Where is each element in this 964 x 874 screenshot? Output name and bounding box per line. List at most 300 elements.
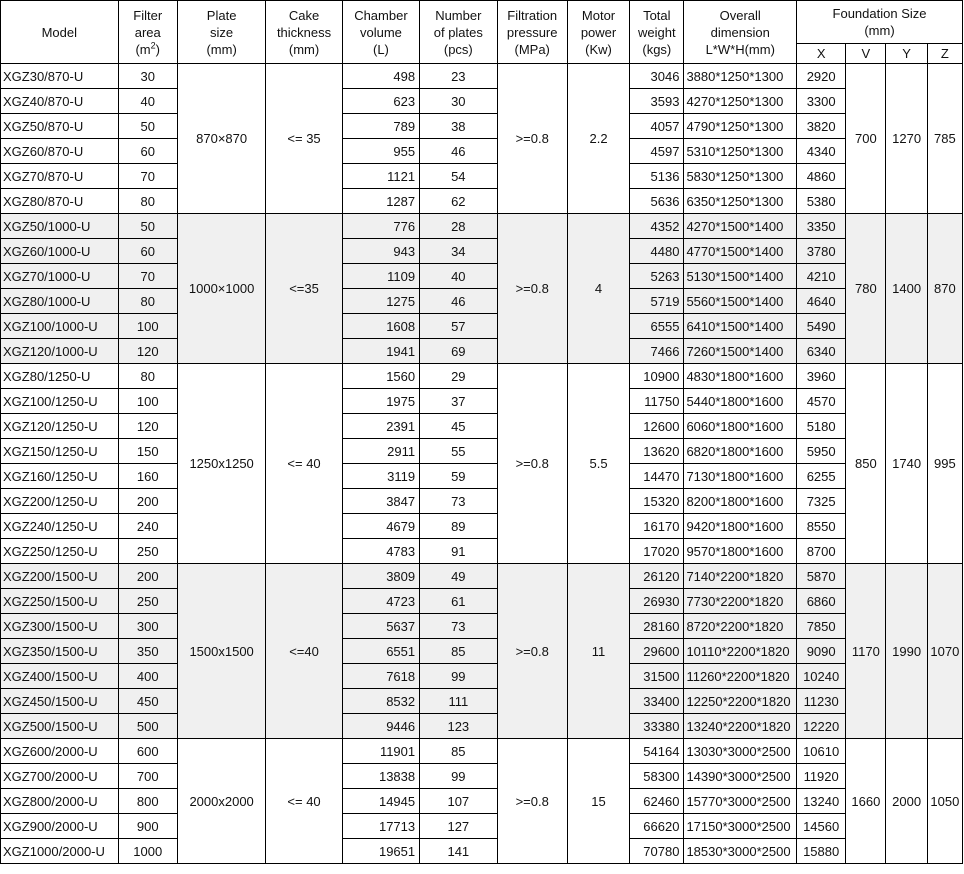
total-weight-cell: 6555 [630, 314, 684, 339]
overall-dimension-cell: 9570*1800*1600 [684, 539, 797, 564]
foundation-x-cell: 3820 [797, 114, 846, 139]
table-row [1, 489, 963, 514]
plates-count-cell: 55 [420, 439, 497, 464]
plate-size-cell: 1500x1500 [177, 564, 265, 739]
foundation-v-cell: 780 [846, 214, 886, 364]
table-row [1, 214, 963, 239]
model-cell: XGZ160/1250-U [1, 464, 119, 489]
table-row [1, 114, 963, 139]
header-chamber-volume: Chamber volume (L) [342, 1, 419, 64]
plates-count-cell: 46 [420, 289, 497, 314]
total-weight-cell: 14470 [630, 464, 684, 489]
total-weight-cell: 33380 [630, 714, 684, 739]
table-header [1, 1, 963, 64]
header-foundation-v: V [846, 44, 886, 64]
foundation-x-cell: 3780 [797, 239, 846, 264]
filter-area-cell: 70 [118, 264, 177, 289]
foundation-x-cell: 10240 [797, 664, 846, 689]
chamber-volume-cell: 8532 [342, 689, 419, 714]
total-weight-cell: 33400 [630, 689, 684, 714]
model-cell: XGZ40/870-U [1, 89, 119, 114]
header-filtration-pressure: Filtration pressure (MPa) [497, 1, 567, 64]
model-cell: XGZ80/870-U [1, 189, 119, 214]
filter-area-cell: 350 [118, 639, 177, 664]
filter-area-cell: 60 [118, 139, 177, 164]
table-row [1, 539, 963, 564]
overall-dimension-cell: 7140*2200*1820 [684, 564, 797, 589]
foundation-v-cell: 850 [846, 364, 886, 564]
header-model: Model [1, 1, 119, 64]
overall-dimension-cell: 4790*1250*1300 [684, 114, 797, 139]
model-cell: XGZ80/1000-U [1, 289, 119, 314]
chamber-volume-cell: 1560 [342, 364, 419, 389]
overall-dimension-cell: 5440*1800*1600 [684, 389, 797, 414]
header-plate-size: Plate size (mm) [177, 1, 265, 64]
total-weight-cell: 4597 [630, 139, 684, 164]
filter-area-cell: 250 [118, 589, 177, 614]
plates-count-cell: 40 [420, 264, 497, 289]
cake-thickness-cell: <= 40 [266, 739, 342, 864]
table-row [1, 764, 963, 789]
filter-area-cell: 70 [118, 164, 177, 189]
plates-count-cell: 89 [420, 514, 497, 539]
filter-area-cell: 40 [118, 89, 177, 114]
table-row [1, 439, 963, 464]
chamber-volume-cell: 498 [342, 64, 419, 89]
model-cell: XGZ400/1500-U [1, 664, 119, 689]
plates-count-cell: 91 [420, 539, 497, 564]
total-weight-cell: 11750 [630, 389, 684, 414]
plates-count-cell: 46 [420, 139, 497, 164]
filter-area-cell: 80 [118, 364, 177, 389]
chamber-volume-cell: 2911 [342, 439, 419, 464]
overall-dimension-cell: 11260*2200*1820 [684, 664, 797, 689]
chamber-volume-cell: 1109 [342, 264, 419, 289]
foundation-x-cell: 7850 [797, 614, 846, 639]
plates-count-cell: 123 [420, 714, 497, 739]
total-weight-cell: 12600 [630, 414, 684, 439]
plates-count-cell: 45 [420, 414, 497, 439]
filter-area-cell: 160 [118, 464, 177, 489]
chamber-volume-cell: 3847 [342, 489, 419, 514]
model-cell: XGZ800/2000-U [1, 789, 119, 814]
plates-count-cell: 99 [420, 664, 497, 689]
filter-area-cell: 50 [118, 114, 177, 139]
filter-area-cell: 500 [118, 714, 177, 739]
overall-dimension-cell: 6410*1500*1400 [684, 314, 797, 339]
chamber-volume-cell: 4723 [342, 589, 419, 614]
foundation-x-cell: 5180 [797, 414, 846, 439]
cake-thickness-cell: <= 40 [266, 364, 342, 564]
filter-area-cell: 150 [118, 439, 177, 464]
plates-count-cell: 34 [420, 239, 497, 264]
total-weight-cell: 13620 [630, 439, 684, 464]
total-weight-cell: 70780 [630, 839, 684, 864]
chamber-volume-cell: 14945 [342, 789, 419, 814]
model-cell: XGZ70/1000-U [1, 264, 119, 289]
foundation-y-cell: 2000 [886, 739, 927, 864]
foundation-z-cell: 870 [927, 214, 962, 364]
chamber-volume-cell: 9446 [342, 714, 419, 739]
model-cell: XGZ900/2000-U [1, 814, 119, 839]
plates-count-cell: 99 [420, 764, 497, 789]
table-row [1, 389, 963, 414]
model-cell: XGZ700/2000-U [1, 764, 119, 789]
plates-count-cell: 62 [420, 189, 497, 214]
foundation-v-cell: 700 [846, 64, 886, 214]
foundation-v-cell: 1660 [846, 739, 886, 864]
filter-area-cell: 800 [118, 789, 177, 814]
table-row [1, 714, 963, 739]
chamber-volume-cell: 776 [342, 214, 419, 239]
foundation-x-cell: 5490 [797, 314, 846, 339]
header-filter-area: Filter area $(m^2)$ [118, 1, 177, 64]
model-cell: XGZ60/1000-U [1, 239, 119, 264]
model-cell: XGZ500/1500-U [1, 714, 119, 739]
foundation-x-cell: 4860 [797, 164, 846, 189]
overall-dimension-cell: 13240*2200*1820 [684, 714, 797, 739]
chamber-volume-cell: 1975 [342, 389, 419, 414]
foundation-x-cell: 5950 [797, 439, 846, 464]
table-row [1, 664, 963, 689]
overall-dimension-cell: 7260*1500*1400 [684, 339, 797, 364]
chamber-volume-cell: 13838 [342, 764, 419, 789]
total-weight-cell: 5636 [630, 189, 684, 214]
chamber-volume-cell: 943 [342, 239, 419, 264]
table-row [1, 239, 963, 264]
filter-area-cell: 80 [118, 289, 177, 314]
table-row [1, 414, 963, 439]
overall-dimension-cell: 4270*1250*1300 [684, 89, 797, 114]
plates-count-cell: 61 [420, 589, 497, 614]
foundation-x-cell: 13240 [797, 789, 846, 814]
plate-size-cell: 2000x2000 [177, 739, 265, 864]
overall-dimension-cell: 3880*1250*1300 [684, 64, 797, 89]
model-cell: XGZ100/1000-U [1, 314, 119, 339]
overall-dimension-cell: 5130*1500*1400 [684, 264, 797, 289]
foundation-x-cell: 10610 [797, 739, 846, 764]
plate-size-cell: 1000×1000 [177, 214, 265, 364]
filter-area-cell: 120 [118, 339, 177, 364]
chamber-volume-cell: 5637 [342, 614, 419, 639]
plate-size-cell: 1250x1250 [177, 364, 265, 564]
header-foundation-y: Y [886, 44, 927, 64]
chamber-volume-cell: 3809 [342, 564, 419, 589]
overall-dimension-cell: 9420*1800*1600 [684, 514, 797, 539]
cake-thickness-cell: <=35 [266, 214, 342, 364]
foundation-x-cell: 3350 [797, 214, 846, 239]
table-row [1, 614, 963, 639]
header-foundation-size: Foundation Size (mm) [797, 1, 963, 44]
total-weight-cell: 3593 [630, 89, 684, 114]
motor-power-cell: 15 [567, 739, 629, 864]
overall-dimension-cell: 10110*2200*1820 [684, 639, 797, 664]
filter-area-cell: 400 [118, 664, 177, 689]
table-row [1, 639, 963, 664]
filter-area-cell: 80 [118, 189, 177, 214]
plates-count-cell: 127 [420, 814, 497, 839]
overall-dimension-cell: 5560*1500*1400 [684, 289, 797, 314]
motor-power-cell: 2.2 [567, 64, 629, 214]
foundation-y-cell: 1270 [886, 64, 927, 214]
total-weight-cell: 5136 [630, 164, 684, 189]
chamber-volume-cell: 2391 [342, 414, 419, 439]
overall-dimension-cell: 18530*3000*2500 [684, 839, 797, 864]
table-row [1, 314, 963, 339]
plates-count-cell: 28 [420, 214, 497, 239]
total-weight-cell: 31500 [630, 664, 684, 689]
table-row [1, 514, 963, 539]
foundation-x-cell: 6255 [797, 464, 846, 489]
model-cell: XGZ100/1250-U [1, 389, 119, 414]
filter-area-cell: 450 [118, 689, 177, 714]
total-weight-cell: 28160 [630, 614, 684, 639]
foundation-x-cell: 3960 [797, 364, 846, 389]
chamber-volume-cell: 1608 [342, 314, 419, 339]
plates-count-cell: 38 [420, 114, 497, 139]
filter-area-cell: 30 [118, 64, 177, 89]
chamber-volume-cell: 1287 [342, 189, 419, 214]
model-cell: XGZ70/870-U [1, 164, 119, 189]
model-cell: XGZ60/870-U [1, 139, 119, 164]
model-cell: XGZ250/1250-U [1, 539, 119, 564]
model-cell: XGZ600/2000-U [1, 739, 119, 764]
plates-count-cell: 54 [420, 164, 497, 189]
filtration-pressure-cell: >=0.8 [497, 214, 567, 364]
table-row [1, 264, 963, 289]
model-cell: XGZ120/1000-U [1, 339, 119, 364]
total-weight-cell: 4480 [630, 239, 684, 264]
chamber-volume-cell: 1941 [342, 339, 419, 364]
plates-count-cell: 29 [420, 364, 497, 389]
overall-dimension-cell: 6820*1800*1600 [684, 439, 797, 464]
total-weight-cell: 29600 [630, 639, 684, 664]
table-row [1, 164, 963, 189]
foundation-x-cell: 4210 [797, 264, 846, 289]
foundation-x-cell: 12220 [797, 714, 846, 739]
model-cell: XGZ200/1500-U [1, 564, 119, 589]
foundation-x-cell: 4640 [797, 289, 846, 314]
overall-dimension-cell: 4830*1800*1600 [684, 364, 797, 389]
foundation-x-cell: 4570 [797, 389, 846, 414]
foundation-x-cell: 5870 [797, 564, 846, 589]
total-weight-cell: 5719 [630, 289, 684, 314]
total-weight-cell: 62460 [630, 789, 684, 814]
chamber-volume-cell: 789 [342, 114, 419, 139]
chamber-volume-cell: 3119 [342, 464, 419, 489]
table-row [1, 739, 963, 764]
table-row [1, 464, 963, 489]
foundation-x-cell: 7325 [797, 489, 846, 514]
foundation-y-cell: 1740 [886, 364, 927, 564]
foundation-x-cell: 6860 [797, 589, 846, 614]
motor-power-cell: 11 [567, 564, 629, 739]
model-cell: XGZ50/1000-U [1, 214, 119, 239]
model-cell: XGZ450/1500-U [1, 689, 119, 714]
table-body [1, 64, 963, 864]
table-row [1, 814, 963, 839]
foundation-z-cell: 995 [927, 364, 962, 564]
model-cell: XGZ200/1250-U [1, 489, 119, 514]
chamber-volume-cell: 623 [342, 89, 419, 114]
chamber-volume-cell: 4783 [342, 539, 419, 564]
header-foundation-z: Z [927, 44, 962, 64]
model-cell: XGZ150/1250-U [1, 439, 119, 464]
filter-area-cell: 240 [118, 514, 177, 539]
plates-count-cell: 57 [420, 314, 497, 339]
total-weight-cell: 5263 [630, 264, 684, 289]
total-weight-cell: 16170 [630, 514, 684, 539]
filter-area-cell: 60 [118, 239, 177, 264]
plates-count-cell: 107 [420, 789, 497, 814]
plates-count-cell: 141 [420, 839, 497, 864]
header-total-weight: Total weight (kgs) [630, 1, 684, 64]
table-row [1, 839, 963, 864]
filter-area-cell: 250 [118, 539, 177, 564]
chamber-volume-cell: 19651 [342, 839, 419, 864]
filtration-pressure-cell: >=0.8 [497, 564, 567, 739]
foundation-x-cell: 15880 [797, 839, 846, 864]
foundation-z-cell: 1070 [927, 564, 962, 739]
table-row [1, 139, 963, 164]
model-cell: XGZ30/870-U [1, 64, 119, 89]
total-weight-cell: 58300 [630, 764, 684, 789]
motor-power-cell: 5.5 [567, 364, 629, 564]
foundation-z-cell: 785 [927, 64, 962, 214]
chamber-volume-cell: 17713 [342, 814, 419, 839]
foundation-x-cell: 5380 [797, 189, 846, 214]
header-number-of-plates: Number of plates (pcs) [420, 1, 497, 64]
overall-dimension-cell: 5830*1250*1300 [684, 164, 797, 189]
overall-dimension-cell: 4770*1500*1400 [684, 239, 797, 264]
plates-count-cell: 73 [420, 614, 497, 639]
model-cell: XGZ80/1250-U [1, 364, 119, 389]
filter-area-cell: 600 [118, 739, 177, 764]
plates-count-cell: 85 [420, 739, 497, 764]
total-weight-cell: 4057 [630, 114, 684, 139]
plates-count-cell: 85 [420, 639, 497, 664]
overall-dimension-cell: 14390*3000*2500 [684, 764, 797, 789]
overall-dimension-cell: 6350*1250*1300 [684, 189, 797, 214]
foundation-x-cell: 14560 [797, 814, 846, 839]
plate-size-cell: 870×870 [177, 64, 265, 214]
header-overall-dimension: Overall dimension L*W*H(mm) [684, 1, 797, 64]
plates-count-cell: 59 [420, 464, 497, 489]
filter-area-cell: 100 [118, 389, 177, 414]
foundation-y-cell: 1400 [886, 214, 927, 364]
table-row [1, 339, 963, 364]
filter-area-cell: 900 [118, 814, 177, 839]
plates-count-cell: 73 [420, 489, 497, 514]
table-row [1, 564, 963, 589]
foundation-v-cell: 1170 [846, 564, 886, 739]
header-foundation-x: X [797, 44, 846, 64]
chamber-volume-cell: 6551 [342, 639, 419, 664]
total-weight-cell: 7466 [630, 339, 684, 364]
plates-count-cell: 30 [420, 89, 497, 114]
cake-thickness-cell: <=40 [266, 564, 342, 739]
table-row [1, 64, 963, 89]
filter-area-cell: 700 [118, 764, 177, 789]
table-row [1, 289, 963, 314]
table-row [1, 89, 963, 114]
overall-dimension-cell: 5310*1250*1300 [684, 139, 797, 164]
foundation-x-cell: 11230 [797, 689, 846, 714]
foundation-x-cell: 6340 [797, 339, 846, 364]
model-cell: XGZ1000/2000-U [1, 839, 119, 864]
overall-dimension-cell: 15770*3000*2500 [684, 789, 797, 814]
filtration-pressure-cell: >=0.8 [497, 739, 567, 864]
chamber-volume-cell: 1275 [342, 289, 419, 314]
table-row [1, 364, 963, 389]
overall-dimension-cell: 8200*1800*1600 [684, 489, 797, 514]
plates-count-cell: 111 [420, 689, 497, 714]
filter-area-cell: 200 [118, 564, 177, 589]
total-weight-cell: 26930 [630, 589, 684, 614]
filtration-pressure-cell: >=0.8 [497, 364, 567, 564]
overall-dimension-cell: 7130*1800*1600 [684, 464, 797, 489]
filter-area-cell: 50 [118, 214, 177, 239]
total-weight-cell: 10900 [630, 364, 684, 389]
overall-dimension-cell: 6060*1800*1600 [684, 414, 797, 439]
chamber-volume-cell: 7618 [342, 664, 419, 689]
chamber-volume-cell: 4679 [342, 514, 419, 539]
model-cell: XGZ300/1500-U [1, 614, 119, 639]
foundation-x-cell: 2920 [797, 64, 846, 89]
table-row [1, 789, 963, 814]
total-weight-cell: 26120 [630, 564, 684, 589]
filter-area-cell: 300 [118, 614, 177, 639]
cake-thickness-cell: <= 35 [266, 64, 342, 214]
model-cell: XGZ120/1250-U [1, 414, 119, 439]
foundation-x-cell: 8700 [797, 539, 846, 564]
model-cell: XGZ50/870-U [1, 114, 119, 139]
total-weight-cell: 66620 [630, 814, 684, 839]
model-cell: XGZ250/1500-U [1, 589, 119, 614]
overall-dimension-cell: 17150*3000*2500 [684, 814, 797, 839]
total-weight-cell: 3046 [630, 64, 684, 89]
chamber-volume-cell: 955 [342, 139, 419, 164]
header-cake-thickness: Cake thickness (mm) [266, 1, 342, 64]
filter-area-cell: 1000 [118, 839, 177, 864]
table-row [1, 589, 963, 614]
header-motor-power: Motor power (Kw) [567, 1, 629, 64]
overall-dimension-cell: 4270*1500*1400 [684, 214, 797, 239]
total-weight-cell: 54164 [630, 739, 684, 764]
overall-dimension-cell: 12250*2200*1820 [684, 689, 797, 714]
filter-area-cell: 200 [118, 489, 177, 514]
total-weight-cell: 15320 [630, 489, 684, 514]
chamber-volume-cell: 1121 [342, 164, 419, 189]
table-row [1, 689, 963, 714]
foundation-x-cell: 9090 [797, 639, 846, 664]
motor-power-cell: 4 [567, 214, 629, 364]
foundation-x-cell: 8550 [797, 514, 846, 539]
overall-dimension-cell: 13030*3000*2500 [684, 739, 797, 764]
filtration-pressure-cell: >=0.8 [497, 64, 567, 214]
filter-area-cell: 120 [118, 414, 177, 439]
total-weight-cell: 17020 [630, 539, 684, 564]
table-row [1, 189, 963, 214]
total-weight-cell: 4352 [630, 214, 684, 239]
overall-dimension-cell: 8720*2200*1820 [684, 614, 797, 639]
foundation-z-cell: 1050 [927, 739, 962, 864]
model-cell: XGZ240/1250-U [1, 514, 119, 539]
filter-area-cell: 100 [118, 314, 177, 339]
foundation-y-cell: 1990 [886, 564, 927, 739]
plates-count-cell: 49 [420, 564, 497, 589]
plates-count-cell: 69 [420, 339, 497, 364]
